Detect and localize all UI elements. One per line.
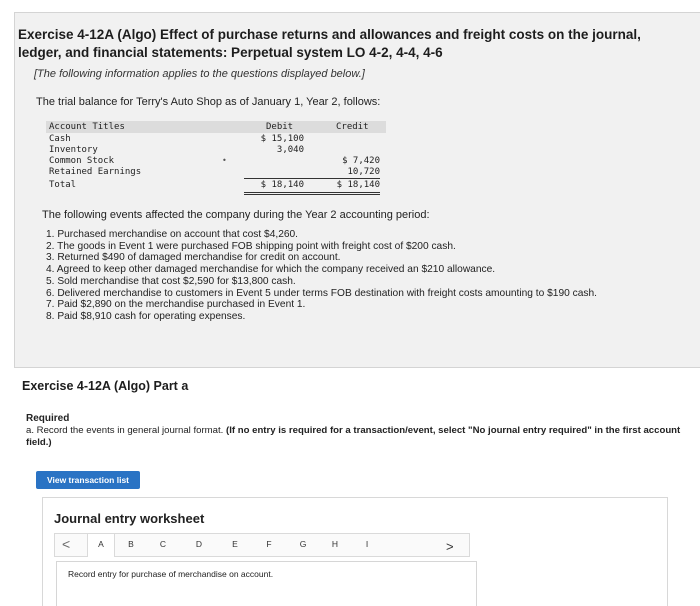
instruction-bold-text: (If no entry is required for a transaction/event, select "No journal entry required" in the first account field.) — [26, 425, 681, 448]
events-list — [46, 229, 676, 323]
row-debit: 3,040 — [276, 145, 304, 155]
event-item: 7. Paid $2,890 on the merchandise purchased in Event 1. — [46, 299, 306, 311]
tab-d[interactable]: D — [195, 539, 203, 549]
part-title: Exercise 4-12A (Algo) Part a — [22, 379, 189, 393]
trial-balance-table — [46, 121, 386, 195]
required-label: Required — [26, 413, 70, 424]
header-account-titles: Account Titles — [49, 122, 125, 132]
total-credit: $ 18,140 — [336, 180, 380, 190]
exercise-title: Exercise 4-12A (Algo) Effect of purchase returns and allowances and freight costs on the journal, ledger, and financial statements: Perpetual system LO 4-2, 4-4, 4-6 — [18, 27, 641, 60]
total-rule-1 — [244, 192, 380, 193]
row-account: Common Stock — [49, 156, 115, 166]
trial-balance-intro: The trial balance for Terry's Auto Shop as of January 1, Year 2, follows: — [36, 96, 381, 108]
row-debit: $ 15,100 — [260, 134, 304, 144]
cursor-dot-icon: • — [222, 156, 227, 165]
tab-f[interactable]: F — [266, 539, 272, 549]
worksheet-title: Journal entry worksheet — [54, 511, 205, 526]
header-debit: Debit — [266, 122, 294, 132]
row-account: Retained Earnings — [49, 167, 142, 177]
subtotal-rule — [244, 178, 380, 179]
tab-g[interactable]: G — [299, 539, 307, 549]
event-item: 6. Delivered merchandise to customers in Event 5 under terms FOB destination with freight costs amounting to $190 cash. — [46, 287, 597, 299]
event-item: 2. The goods in Event 1 were purchased FOB shipping point with freight cost of $200 cash. — [46, 240, 456, 252]
tab-h[interactable]: H — [331, 539, 339, 549]
event-item: 1. Purchased merchandise on account that cost $4,260. — [46, 229, 299, 240]
row-credit: $ 7,420 — [342, 156, 380, 166]
tab-b[interactable]: B — [128, 539, 134, 549]
row-account-total: Total — [49, 180, 77, 190]
event-item: 8. Paid $8,910 cash for operating expenses. — [46, 310, 246, 322]
event-item: 5. Sold merchandise that cost $2,590 for $13,800 cash. — [46, 275, 296, 287]
events-intro: The following events affected the company during the Year 2 accounting period: — [42, 209, 430, 221]
total-debit: $ 18,140 — [260, 180, 304, 190]
total-rule-2 — [244, 194, 380, 195]
required-instruction — [26, 425, 686, 448]
instruction-text: a. Record the events in general journal format. — [26, 425, 224, 436]
row-credit: 10,720 — [347, 167, 380, 177]
tab-e[interactable]: E — [232, 539, 238, 549]
tab-i[interactable]: I — [365, 539, 369, 549]
info-note: [The following information applies to the questions displayed below.] — [34, 68, 365, 80]
header-credit: Credit — [336, 122, 369, 132]
event-item: 4. Agreed to keep other damaged merchandise for which the company received an $210 allowance. — [46, 264, 496, 276]
entry-instruction-box — [56, 561, 477, 606]
view-transaction-list-button[interactable]: View transaction list — [36, 471, 140, 489]
row-account: Inventory — [49, 145, 98, 155]
chevron-left-icon[interactable]: < — [62, 536, 71, 552]
row-account: Cash — [49, 134, 71, 144]
worksheet-tabs — [54, 533, 470, 557]
event-item: 3. Returned $490 of damaged merchandise for credit on account. — [46, 252, 341, 264]
entry-instruction: Record entry for purchase of merchandise on account. — [68, 569, 274, 579]
tab-a[interactable]: A — [98, 539, 104, 549]
chevron-right-icon[interactable]: > — [446, 539, 454, 554]
tab-c[interactable]: C — [159, 539, 167, 549]
